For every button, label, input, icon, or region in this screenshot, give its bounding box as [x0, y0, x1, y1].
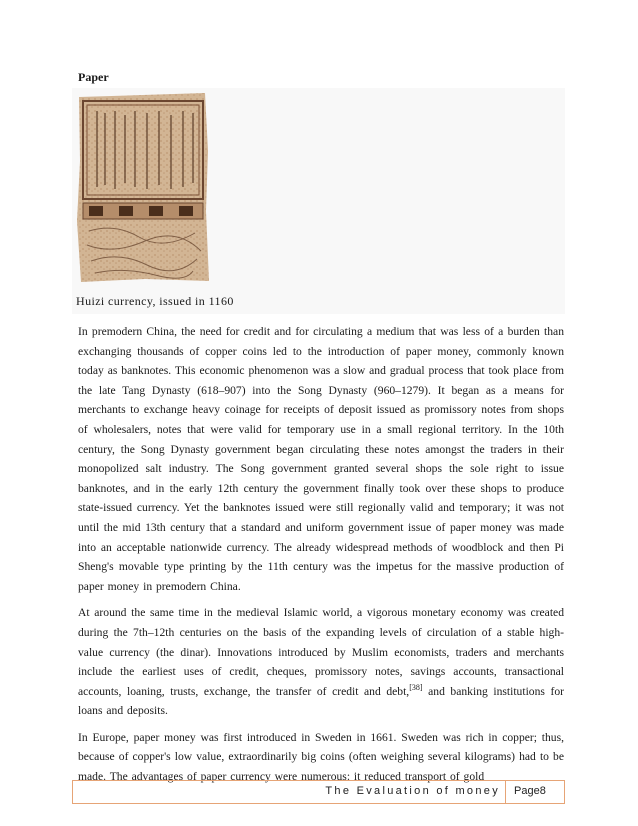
- page-footer: [72, 780, 565, 804]
- huizi-banknote-image: [75, 91, 211, 283]
- paragraph-islamic-end: and banking institutions for loans and deposits.: [78, 684, 564, 718]
- paragraph-china: In premodern China, the need for credit and for circulating a medium that was less of a burden than exchanging thousands of copper coins led to the introduction of paper money, commonly known today as banknotes. This economic phenomenon was a slow and gradual process that took place from the late Tang Dynasty (618–907) into the Song Dynasty (960–1279). It began as a means for merchants to exchange heavy coinage for receipts of deposit issued as promissory notes from shops of wholesalers, notes that were valid for temporary use in a small regional territory. In the 10th century, the Song Dynasty government began circulating these notes amongst the traders in their monopolized salt industry. The Song government granted several shops the sole right to issue banknotes, and in the early 12th century the government finally took over these shops to produce state-issued currency. Yet the banknotes issued were still regionally valid and temporary; it was not until the mid 13th century that a standard and uniform government issue of paper money was made into an acceptable nationwide currency. The already widespread methods of woodblock and then Pi Sheng's movable type printing by the 11th century was the impetus for the massive production of paper money in premodern China.: [78, 325, 564, 593]
- section-heading: Paper: [78, 70, 109, 84]
- citation-link[interactable]: [38]: [409, 682, 423, 692]
- paragraph-islamic-text: At around the same time in the medieval Islamic world, a vigorous monetary economy was created during the 7th–12th centuries on the basis of the expanding levels of circulation of a stable high-value currency (the dinar). Innovations introduced by Muslim economists, traders and merchants include the earliest uses of credit, cheques, promissory notes, savings accounts, transactional accounts, loaning, trusts, exchange, the transfer of credit and debt,: [78, 606, 564, 698]
- footer-title: The Evaluation of money: [325, 785, 500, 797]
- paragraph-islamic: [78, 603, 564, 721]
- body-text: [78, 322, 564, 794]
- figure-caption: Huizi currency, issued in 1160: [76, 294, 234, 308]
- figure: [72, 88, 565, 314]
- page-number: Page8: [514, 785, 546, 797]
- paragraph-europe: In Europe, paper money was first introduced in Sweden in 1661. Sweden was rich in copper; thus, because of copper's low value, extraordinarily big coins (often weighing several kilograms) had to be made. The advantages of paper currency were numerous: it reduced transport of gold: [78, 730, 564, 784]
- footer-divider: [505, 781, 506, 803]
